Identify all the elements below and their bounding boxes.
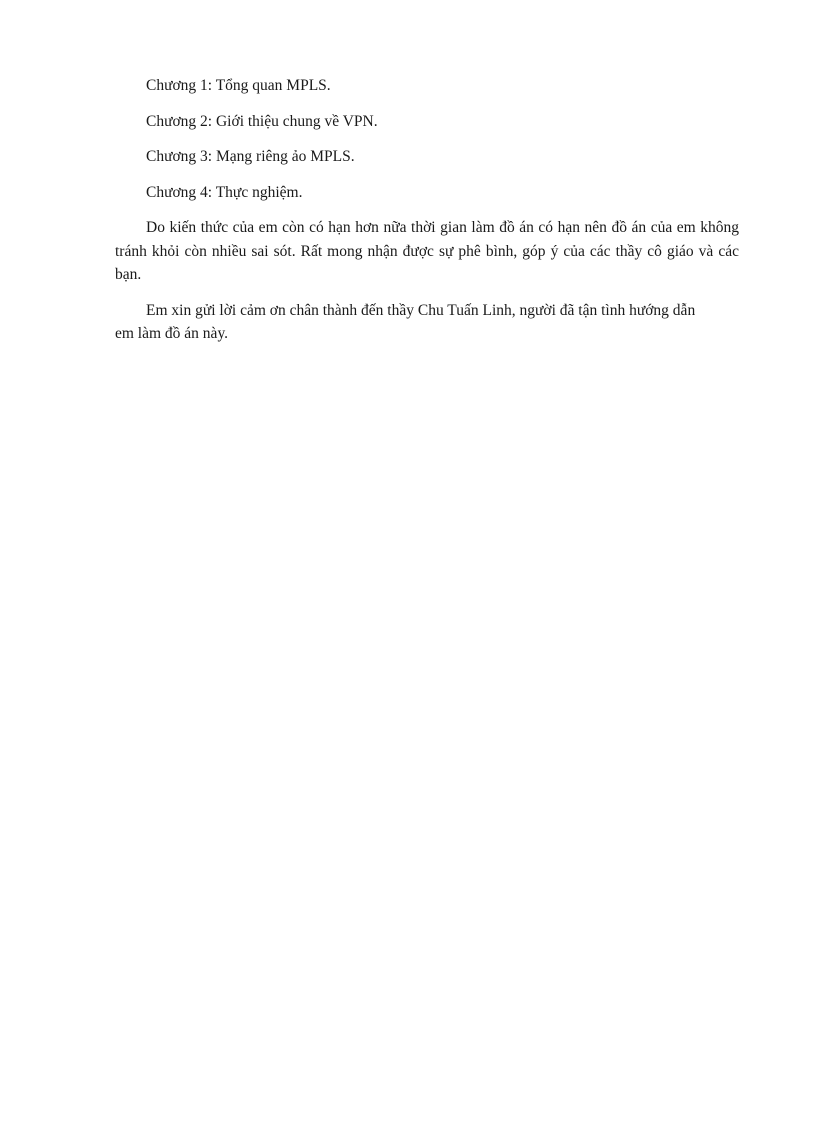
document-body [115, 74, 739, 346]
chapter-3-line: Chương 3: Mạng riêng ảo MPLS. [146, 148, 355, 165]
limitations-paragraph: Do kiến thức của em còn có hạn hơn nữa thời gian làm đồ án có hạn nên đồ án của em không tránh khỏi còn nhiều sai sót. Rất mong nhận được sự phê bình, góp ý của các thầy cô giáo và các bạn. [115, 219, 739, 283]
chapter-4-line: Chương 4: Thực nghiệm. [146, 183, 303, 201]
chapter-1-line: Chương 1: Tổng quan MPLS. [146, 77, 331, 94]
thanks-paragraph: Em xin gửi lời cảm ơn chân thành đến thầy Chu Tuấn Linh, người đã tận tình hướng dẫn em làm đồ án này. [115, 301, 696, 342]
chapter-2-line: Chương 2: Giới thiệu chung về VPN. [146, 112, 378, 130]
